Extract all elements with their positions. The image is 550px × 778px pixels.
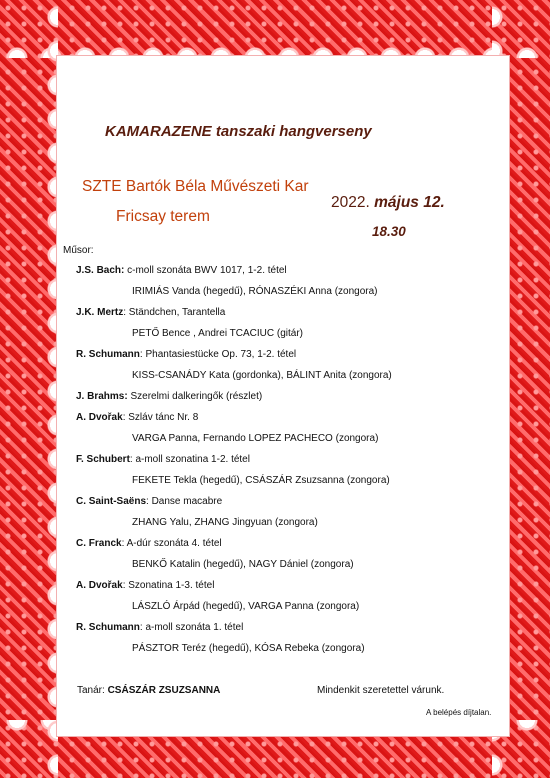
work-title: : Danse macabre <box>146 496 223 507</box>
venue-institution: SZTE Bartók Béla Művészeti Kar <box>82 178 309 195</box>
work-title: : Phantasiestücke Op. 73, 1-2. tétel <box>139 349 297 360</box>
work-title: : Szláv tánc Nr. 8 <box>122 412 199 423</box>
composer-name: F. Schubert <box>76 454 130 465</box>
program-item-composer <box>76 580 214 591</box>
date-year: 2022. <box>331 194 370 211</box>
composer-name: J. Brahms: <box>76 391 128 402</box>
composer-name: C. Franck <box>76 538 122 549</box>
work-title: : Ständchen, Tarantella <box>123 307 226 318</box>
work-title: c-moll szonáta BWV 1017, 1-2. tétel <box>124 265 287 276</box>
work-title: : Szonatina 1-3. tétel <box>122 580 215 591</box>
teacher-label: Tanár: <box>77 685 108 696</box>
teacher-credit <box>77 685 220 696</box>
work-title: : A-dúr szonáta 4. tétel <box>121 538 222 549</box>
venue-hall: Fricsay terem <box>116 208 210 225</box>
program-item-composer <box>76 496 222 507</box>
composer-name: R. Schumann <box>76 349 140 360</box>
program-item-performers: IRIMIÁS Vanda (hegedű), RÓNASZÉKI Anna (zongora) <box>132 286 378 297</box>
concert-title: KAMARAZENE tanszaki hangverseny <box>105 123 372 140</box>
composer-name: R. Schumann <box>76 622 140 633</box>
work-title: : a-moll szonatina 1-2. tétel <box>129 454 250 465</box>
date-day: május 12. <box>374 194 445 211</box>
teacher-name: CSÁSZÁR ZSUZSANNA <box>107 685 221 696</box>
border-scallop-top <box>0 30 550 58</box>
composer-name: A. Dvořak <box>76 412 123 423</box>
program-item-composer <box>76 622 243 633</box>
program-item-performers: VARGA Panna, Fernando LOPEZ PACHECO (zongora) <box>132 433 379 444</box>
composer-name: J.K. Mertz <box>76 307 124 318</box>
composer-name: J.S. Bach: <box>76 265 125 276</box>
program-item-performers: FEKETE Tekla (hegedű), CSÁSZÁR Zsuzsanna (zongora) <box>132 475 390 486</box>
work-title: Szerelmi dalkeringők (részlet) <box>127 391 263 402</box>
admission-note: A belépés díjtalan. <box>426 708 492 717</box>
program-item-composer <box>76 307 225 318</box>
program-item-composer <box>76 391 262 402</box>
program-label: Műsor: <box>63 245 94 256</box>
program-item-performers: KISS-CSANÁDY Kata (gordonka), BÁLINT Anita (zongora) <box>132 370 392 381</box>
program-item-composer <box>76 412 198 423</box>
composer-name: C. Saint-Saëns <box>76 496 147 507</box>
program-item-performers: LÁSZLÓ Árpád (hegedű), VARGA Panna (zongora) <box>132 601 360 612</box>
program-item-composer <box>76 349 296 360</box>
concert-time: 18.30 <box>372 224 406 239</box>
program-item-composer <box>76 538 222 549</box>
work-title: : a-moll szonáta 1. tétel <box>139 622 244 633</box>
program-item-performers: PETŐ Bence , Andrei TCACIUC (gitár) <box>132 328 303 339</box>
program-item-performers: BENKŐ Katalin (hegedű), NAGY Dániel (zongora) <box>132 559 354 570</box>
program-item-performers: PÁSZTOR Teréz (hegedű), KÓSA Rebeka (zongora) <box>132 643 365 654</box>
border-scallop-left <box>30 0 58 778</box>
composer-name: A. Dvořak <box>76 580 123 591</box>
program-item-composer <box>76 265 287 276</box>
welcome-text: Mindenkit szeretettel várunk. <box>317 685 445 696</box>
concert-date <box>331 194 445 212</box>
program-item-composer <box>76 454 250 465</box>
program-item-performers: ZHANG Yalu, ZHANG Jingyuan (zongora) <box>132 517 318 528</box>
